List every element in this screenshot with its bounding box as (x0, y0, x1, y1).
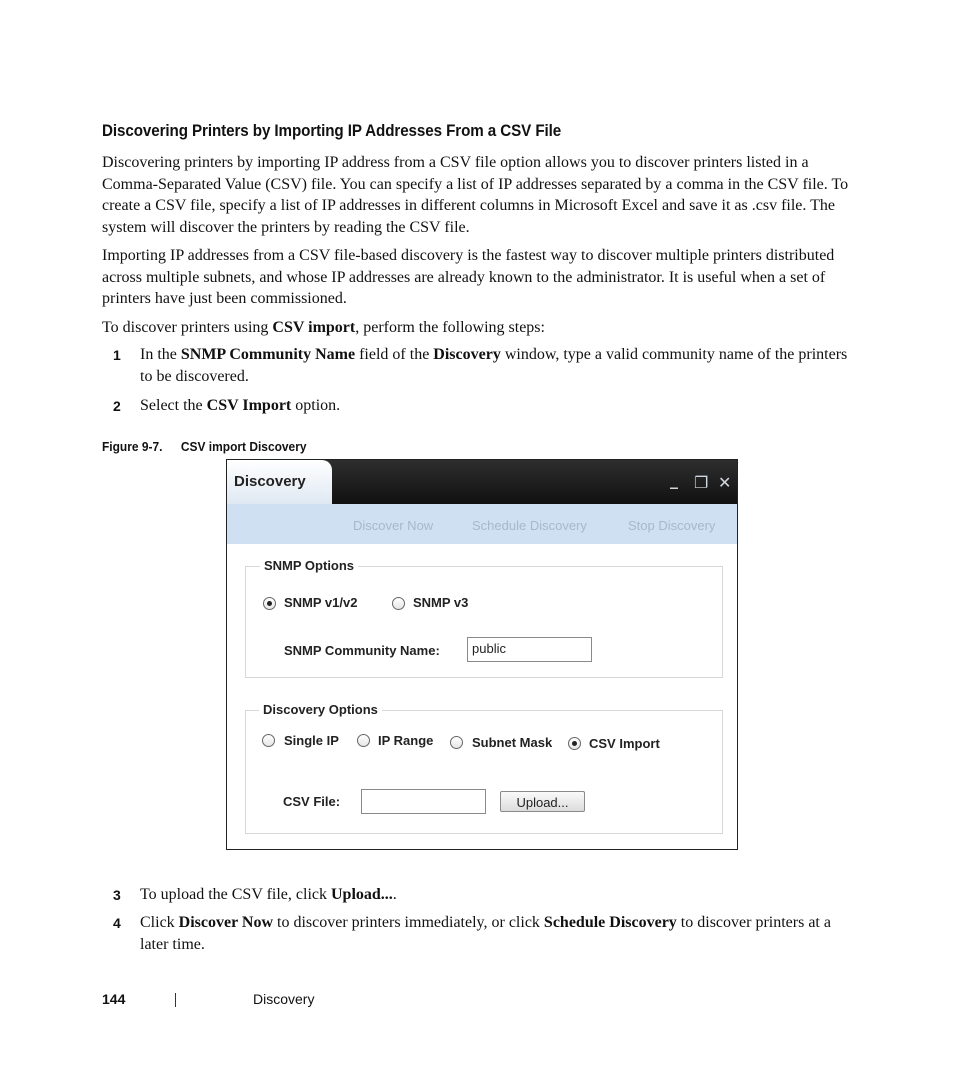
snmp-options-legend: SNMP Options (260, 558, 358, 573)
snmp-v1v2-radio[interactable] (263, 597, 276, 610)
single-ip-label: Single IP (284, 733, 339, 748)
snmp-v3-label: SNMP v3 (413, 595, 469, 610)
text: window, type a valid community name of the printers to be discovered. (140, 346, 848, 385)
figure-caption (102, 439, 307, 454)
community-name-input[interactable]: public (467, 637, 592, 662)
step-number: 1 (113, 347, 121, 363)
footer-section-name: Discovery (253, 991, 315, 1007)
text: to discover printers at a later time. (140, 914, 831, 953)
snmp-options-group (245, 558, 723, 678)
section-heading: Discovering Printers by Importing IP Addresses From a CSV File (102, 122, 562, 140)
bold-text: CSV import (272, 319, 356, 336)
close-icon[interactable]: ✕ (718, 473, 732, 492)
discovery-window (226, 459, 738, 850)
csv-import-label: CSV Import (589, 736, 660, 751)
text: Click (140, 914, 179, 931)
text: In the (140, 346, 181, 363)
title-bar (227, 460, 737, 504)
ip-range-label: IP Range (378, 733, 434, 748)
paragraph-fastest: Importing IP addresses from a CSV file-based discovery is the fastest way to discover multiple printers distributed across multiple subnets, and whose IP addresses are already known to the administrator. It is useful when a set of printers have just been commissioned. (102, 247, 835, 307)
text: To discover printers using (102, 319, 273, 336)
step-3-text (140, 884, 862, 906)
step-number: 2 (113, 398, 121, 414)
text: , perform the following steps: (355, 319, 545, 336)
bold-text: CSV Import (206, 397, 292, 414)
text: Select the (140, 397, 207, 414)
step-1-text (140, 344, 862, 388)
bold-text: SNMP Community Name (180, 346, 356, 363)
discover-now-button[interactable]: Discover Now (353, 518, 434, 533)
csv-import-radio[interactable] (568, 737, 581, 750)
discovery-options-legend: Discovery Options (259, 702, 382, 717)
schedule-discovery-button[interactable]: Schedule Discovery (472, 518, 587, 533)
page-number: 144 (102, 991, 126, 1007)
bold-text: Schedule Discovery (543, 914, 677, 931)
text: . (392, 886, 397, 903)
community-name-label: SNMP Community Name: (284, 643, 440, 658)
step-number: 3 (113, 887, 121, 903)
subnet-mask-label: Subnet Mask (472, 735, 553, 750)
bold-text: Upload... (331, 886, 393, 903)
bold-text: Discover Now (178, 914, 274, 931)
paragraph-steps-intro (102, 317, 862, 339)
single-ip-radio[interactable] (262, 734, 275, 747)
text: to discover printers immediately, or click (273, 914, 544, 931)
subnet-mask-radio[interactable] (450, 736, 463, 749)
figure-title: CSV import Discovery (180, 439, 307, 454)
paragraph-intro: Discovering printers by importing IP address from a CSV file option allows you to discover printers listed in a Comma-Separated Value (CSV) file. You can specify a list of IP addresses separated by a comma in the CSV file. To create a CSV file, specify a list of IP addresses in different columns in Microsoft Excel and save it as .csv file. The system will discover the printers by reading the CSV file. (102, 154, 849, 236)
window-title: Discovery (234, 473, 306, 490)
snmp-v1v2-label: SNMP v1/v2 (284, 595, 358, 610)
minimize-icon[interactable]: _ (670, 470, 678, 489)
restore-icon[interactable]: ❐ (694, 473, 709, 492)
step-2-text (140, 395, 862, 417)
ip-range-radio[interactable] (357, 734, 370, 747)
csv-file-input[interactable] (361, 789, 486, 814)
toolbar (227, 504, 737, 544)
text: option. (291, 397, 341, 414)
discovery-options-group (245, 702, 723, 834)
text: field of the (355, 346, 434, 363)
title-tab (227, 460, 332, 504)
upload-button[interactable]: Upload... (500, 791, 585, 812)
text: To upload the CSV file, click (140, 886, 331, 903)
snmp-v3-radio[interactable] (392, 597, 405, 610)
stop-discovery-button[interactable]: Stop Discovery (628, 518, 716, 533)
csv-file-label: CSV File: (283, 794, 341, 809)
figure-label: Figure 9-7. (102, 439, 163, 454)
bold-text: Discovery (433, 346, 501, 363)
step-4-text (140, 912, 862, 956)
step-number: 4 (113, 915, 121, 931)
footer-divider (175, 993, 176, 1007)
